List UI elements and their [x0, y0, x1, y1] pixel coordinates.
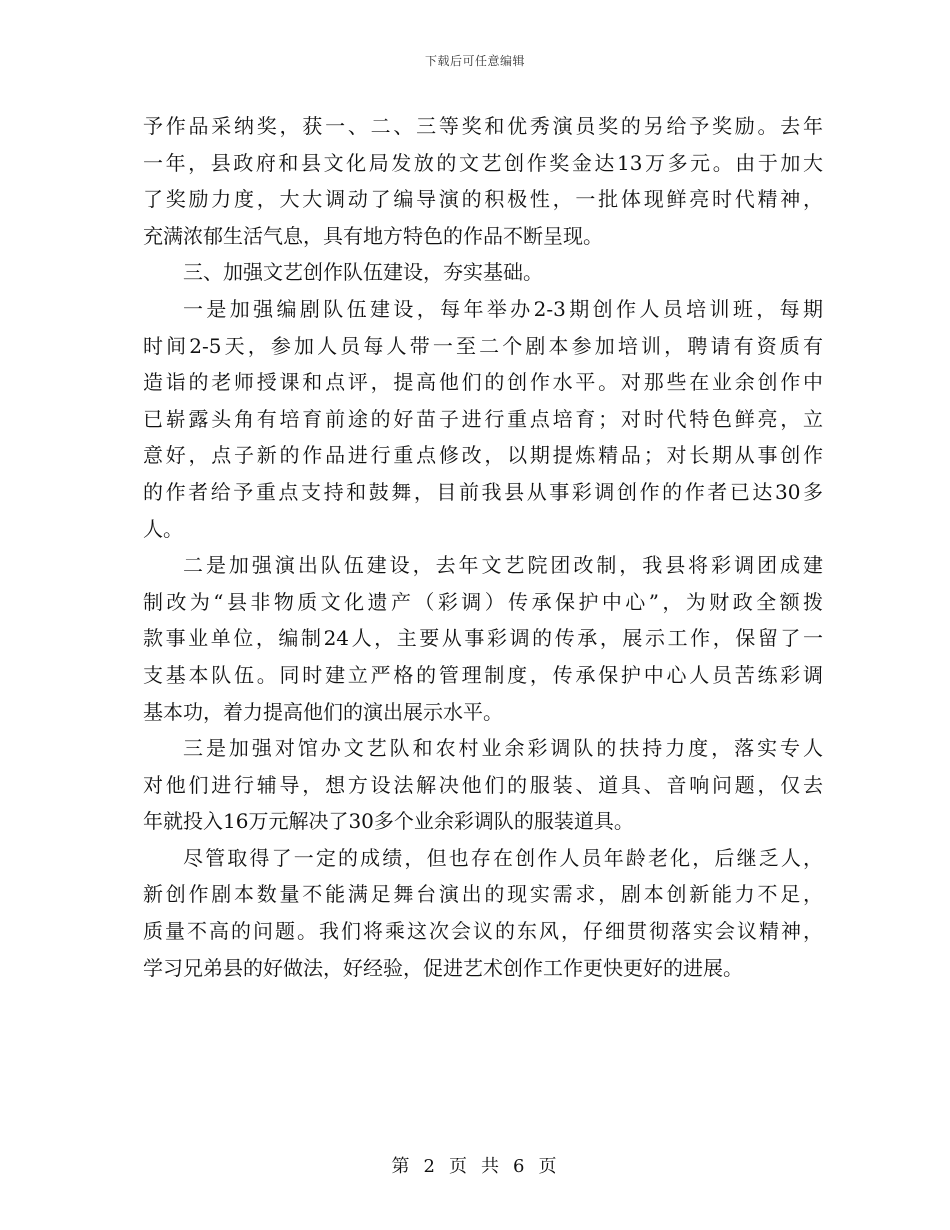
text-line: 人。 — [143, 516, 183, 541]
text-line: 意好，点子新的作品进行重点修改，以期提炼精品；对长期从事创作 — [143, 443, 823, 468]
footer-prefix: 第 — [391, 1156, 412, 1177]
paragraph — [143, 840, 823, 986]
text-line: 一年，县政府和县文化局发放的文艺创作奖金达13万多元。由于加大 — [143, 150, 823, 175]
page-header: 下载后可任意编辑 — [424, 54, 525, 68]
text-line: 了奖励力度，大大调动了编导演的积极性，一批体现鲜亮时代精神， — [143, 187, 823, 212]
paragraph — [143, 254, 823, 291]
paragraph — [143, 291, 823, 547]
text-line: 时间2-5天，参加人员每人带一至二个剧本参加培训，聘请有资质有 — [143, 333, 823, 358]
text-line: 三是加强对馆办文艺队和农村业余彩调队的扶持力度，落实专人 — [183, 736, 823, 761]
text-line: 支基本队伍。同时建立严格的管理制度，传承保护中心人员苦练彩调 — [143, 662, 823, 687]
text-line: 一是加强编剧队伍建设，每年举办2-3期创作人员培训班，每期 — [183, 296, 823, 321]
text-line: 二是加强演出队伍建设，去年文艺院团改制，我县将彩调团成建 — [183, 553, 823, 578]
text-line: 造诣的老师授课和点评，提高他们的创作水平。对那些在业余创作中 — [143, 370, 823, 395]
paragraph — [143, 730, 823, 840]
paragraph — [143, 108, 823, 254]
document-body — [143, 108, 823, 986]
text-line: 已崭露头角有培育前途的好苗子进行重点培育；对时代特色鲜亮，立 — [143, 406, 823, 431]
footer-suffix: 页 — [538, 1156, 559, 1177]
text-line: 年就投入16万元解决了30多个业余彩调队的服装道具。 — [143, 809, 634, 834]
text-line: 款事业单位，编制24人，主要从事彩调的传承，展示工作，保留了一 — [143, 626, 823, 651]
text-line: 新创作剧本数量不能满足舞台演出的现实需求，剧本创新能力不足， — [143, 882, 823, 907]
text-line: 三、加强文艺创作队伍建设，夯实基础。 — [183, 260, 543, 285]
text-line: 予作品采纳奖，获一、二、三等奖和优秀演员奖的另给予奖励。去年 — [143, 114, 823, 138]
page-footer — [0, 1152, 950, 1178]
footer-current-page: 2 — [423, 1156, 437, 1177]
text-line: 基本功，着力提高他们的演出展示水平。 — [143, 699, 503, 724]
footer-total-pages: 6 — [513, 1156, 527, 1177]
text-line: 学习兄弟县的好做法，好经验，促进艺术创作工作更快更好的进展。 — [143, 955, 743, 980]
text-line: 制改为“县非物质文化遗产（彩调）传承保护中心”，为财政全额拨 — [143, 589, 823, 614]
text-line: 对他们进行辅导，想方设法解决他们的服装、道具、音响问题，仅去 — [143, 772, 823, 797]
text-line: 的作者给予重点支持和鼓舞，目前我县从事彩调创作的作者已达30多 — [143, 479, 823, 504]
text-line: 质量不高的问题。我们将乘这次会议的东风，仔细贯彻落实会议精神， — [143, 919, 823, 944]
paragraph — [143, 547, 823, 730]
footer-page-word: 页 — [449, 1156, 469, 1177]
text-line: 尽管取得了一定的成绩，但也存在创作人员年龄老化，后继乏人， — [183, 845, 823, 870]
text-line: 充满浓郁生活气息，具有地方特色的作品不断呈现。 — [143, 223, 603, 248]
footer-total-word: 共 — [481, 1156, 501, 1177]
